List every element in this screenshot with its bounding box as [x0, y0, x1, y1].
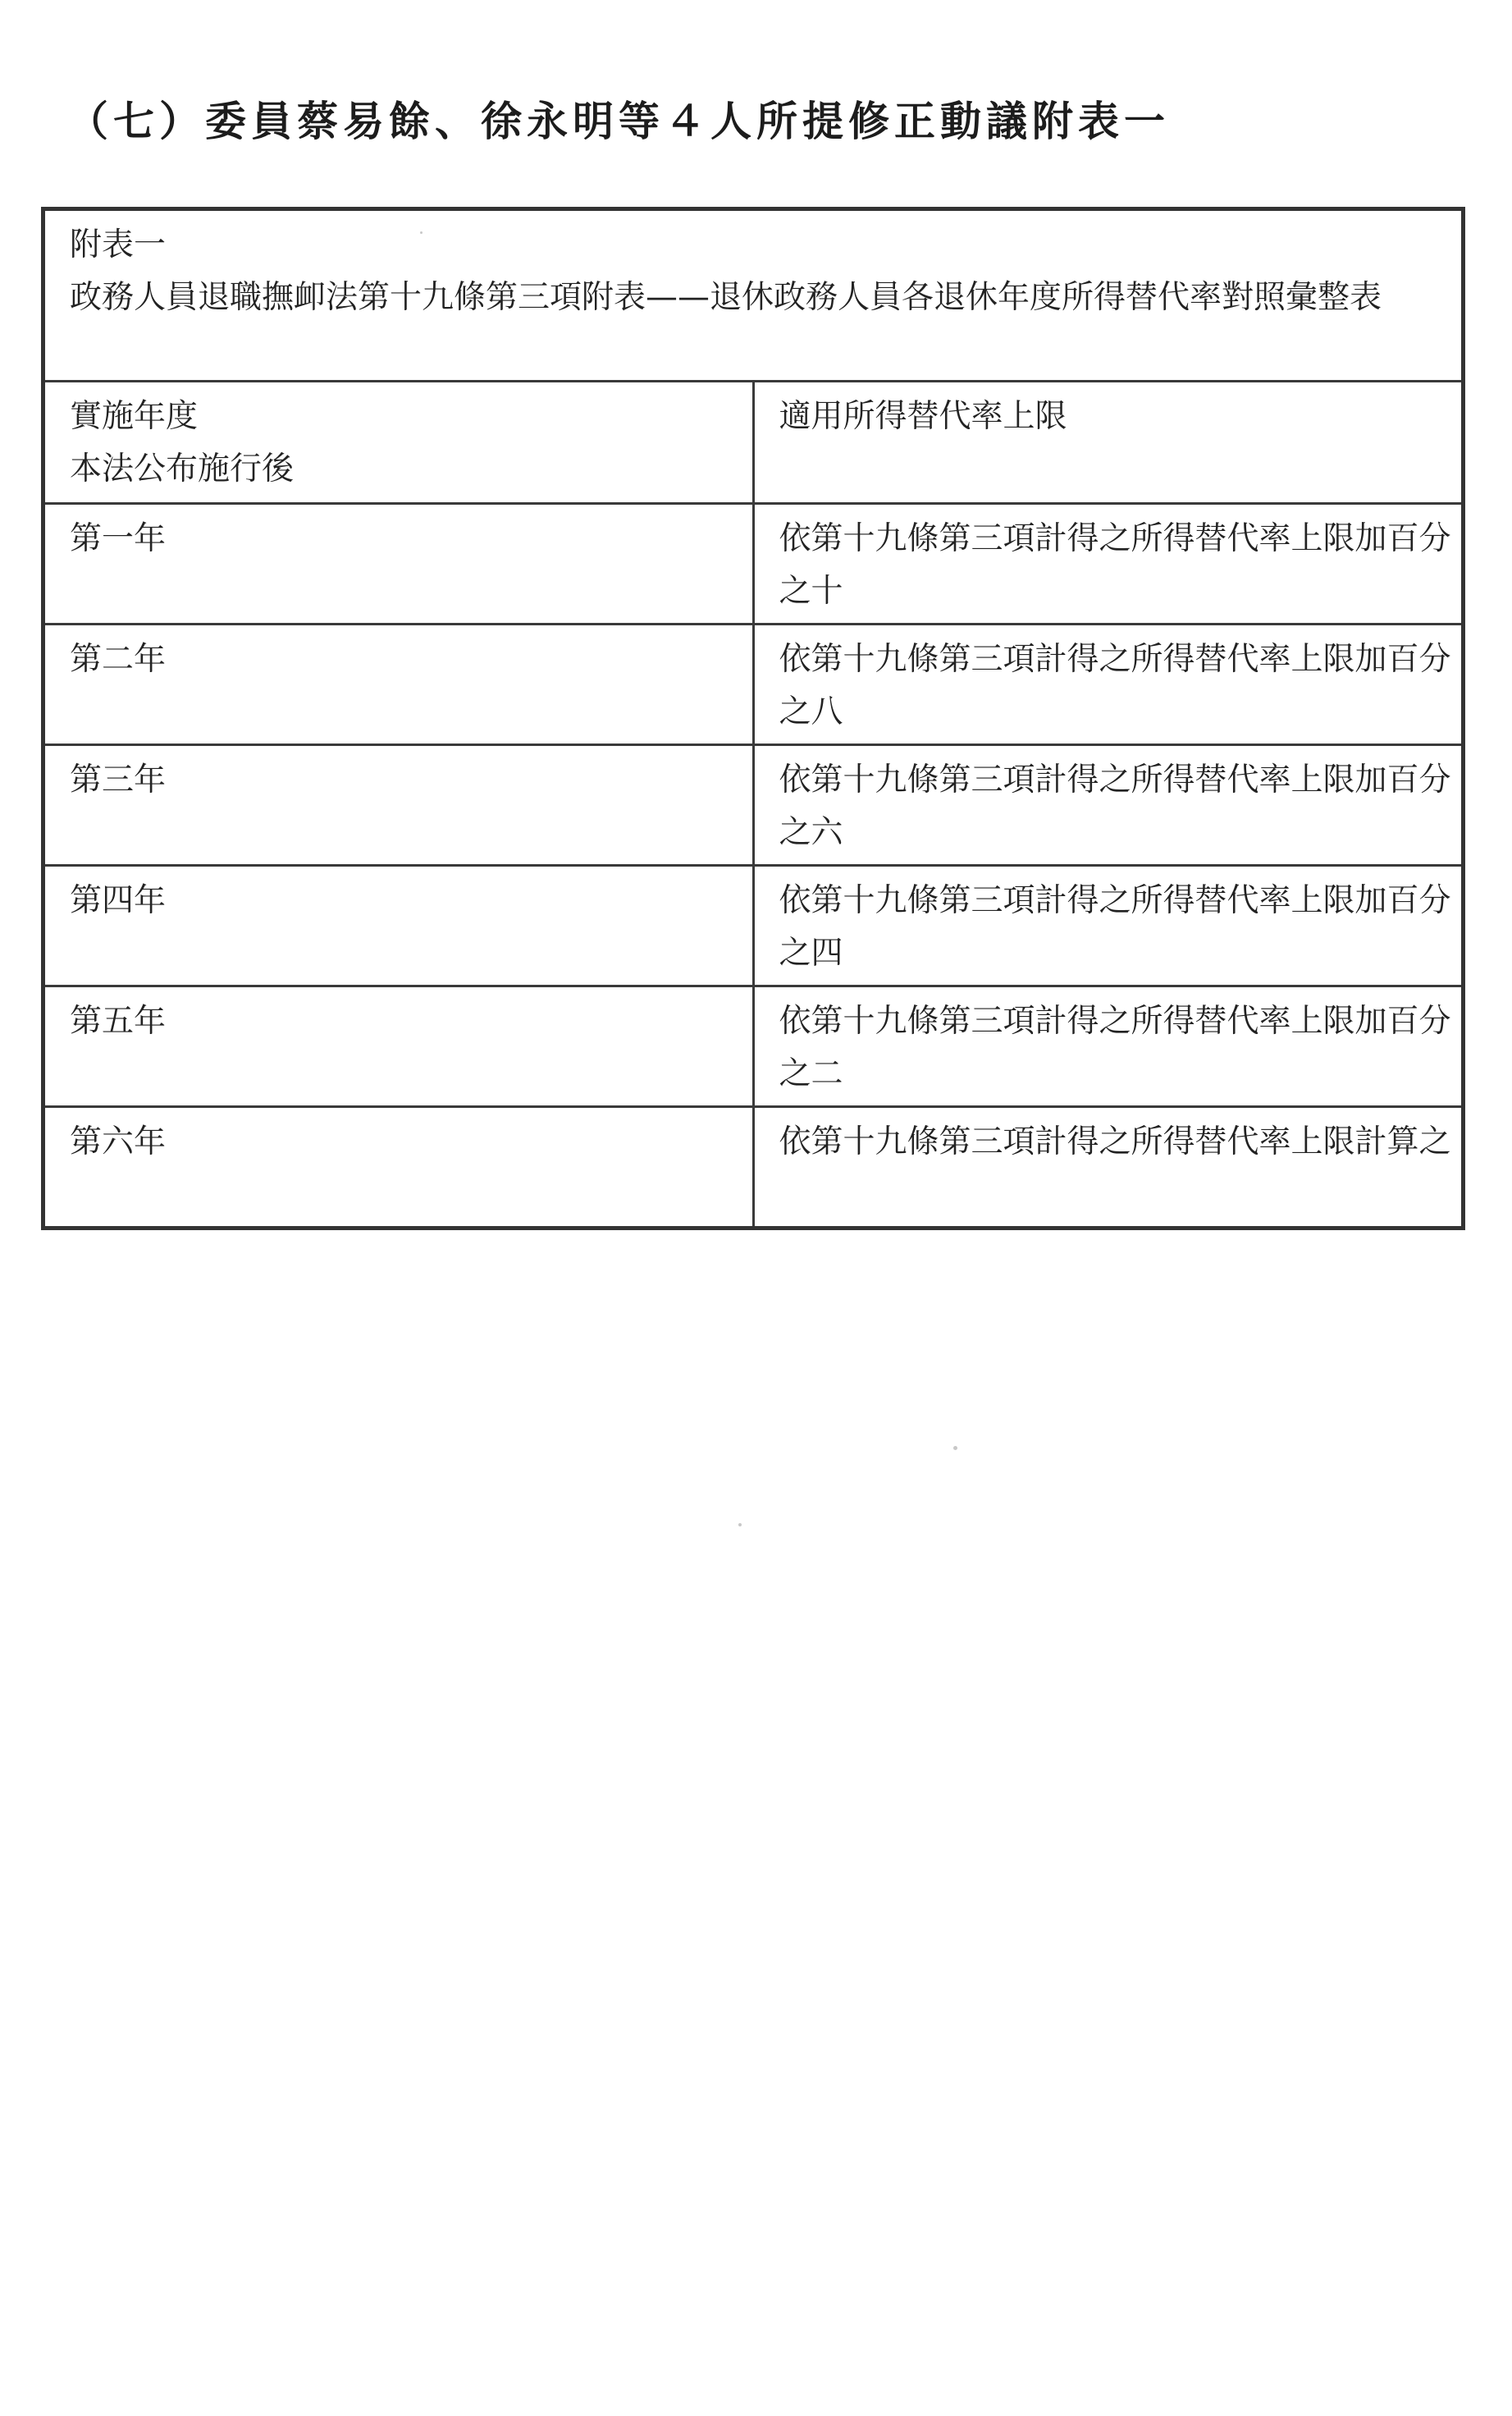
year-header: 實施年度 [70, 398, 199, 435]
table-row [43, 745, 1464, 866]
year-cell: 第六年 [43, 1107, 754, 1229]
rate-cell [753, 745, 1464, 866]
year-cell: 第四年 [43, 866, 754, 986]
year-cell: 第二年 [43, 625, 754, 745]
rate-cell [753, 625, 1464, 745]
scan-speck [953, 1446, 957, 1450]
rate-cell [753, 986, 1464, 1107]
rate-text: 依第十九條第三項計得之所得替代率上限加百分之六 [779, 762, 1451, 851]
table-caption-row [43, 209, 1464, 382]
rate-cell [753, 504, 1464, 625]
rate-text: 依第十九條第三項計得之所得替代率上限加百分之四 [779, 882, 1451, 972]
table-caption-cell [43, 209, 1464, 382]
year-subheader: 本法公布施行後 [70, 451, 295, 487]
appendix-table [41, 207, 1465, 1230]
rate-header: 適用所得替代率上限 [779, 398, 1067, 435]
year-cell: 第五年 [43, 986, 754, 1107]
rate-text: 依第十九條第三項計得之所得替代率上限加百分之八 [779, 641, 1451, 730]
table-row [43, 625, 1464, 745]
appendix-title: 政務人員退職撫卹法第十九條第三項附表——退休政務人員各退休年度所得替代率對照彙整表 [70, 279, 1382, 316]
rate-cell [753, 866, 1464, 986]
table-row [43, 504, 1464, 625]
table-row [43, 986, 1464, 1107]
scan-speck [738, 1523, 742, 1526]
rate-text: 依第十九條第三項計得之所得替代率上限加百分之二 [779, 1003, 1451, 1092]
year-cell: 第三年 [43, 745, 754, 866]
table-row [43, 866, 1464, 986]
year-header-cell [43, 382, 754, 504]
page-heading: （七）委員蔡易餘、徐永明等４人所提修正動議附表一 [67, 97, 1170, 145]
scan-speck [420, 231, 423, 234]
rate-text: 依第十九條第三項計得之所得替代率上限加百分之十 [779, 520, 1451, 610]
rate-text: 依第十九條第三項計得之所得替代率上限計算之 [779, 1123, 1451, 1160]
rate-header-cell [753, 382, 1464, 504]
year-cell: 第一年 [43, 504, 754, 625]
appendix-label: 附表一 [70, 226, 167, 263]
column-header-row [43, 382, 1464, 504]
table-row [43, 1107, 1464, 1229]
rate-cell [753, 1107, 1464, 1229]
